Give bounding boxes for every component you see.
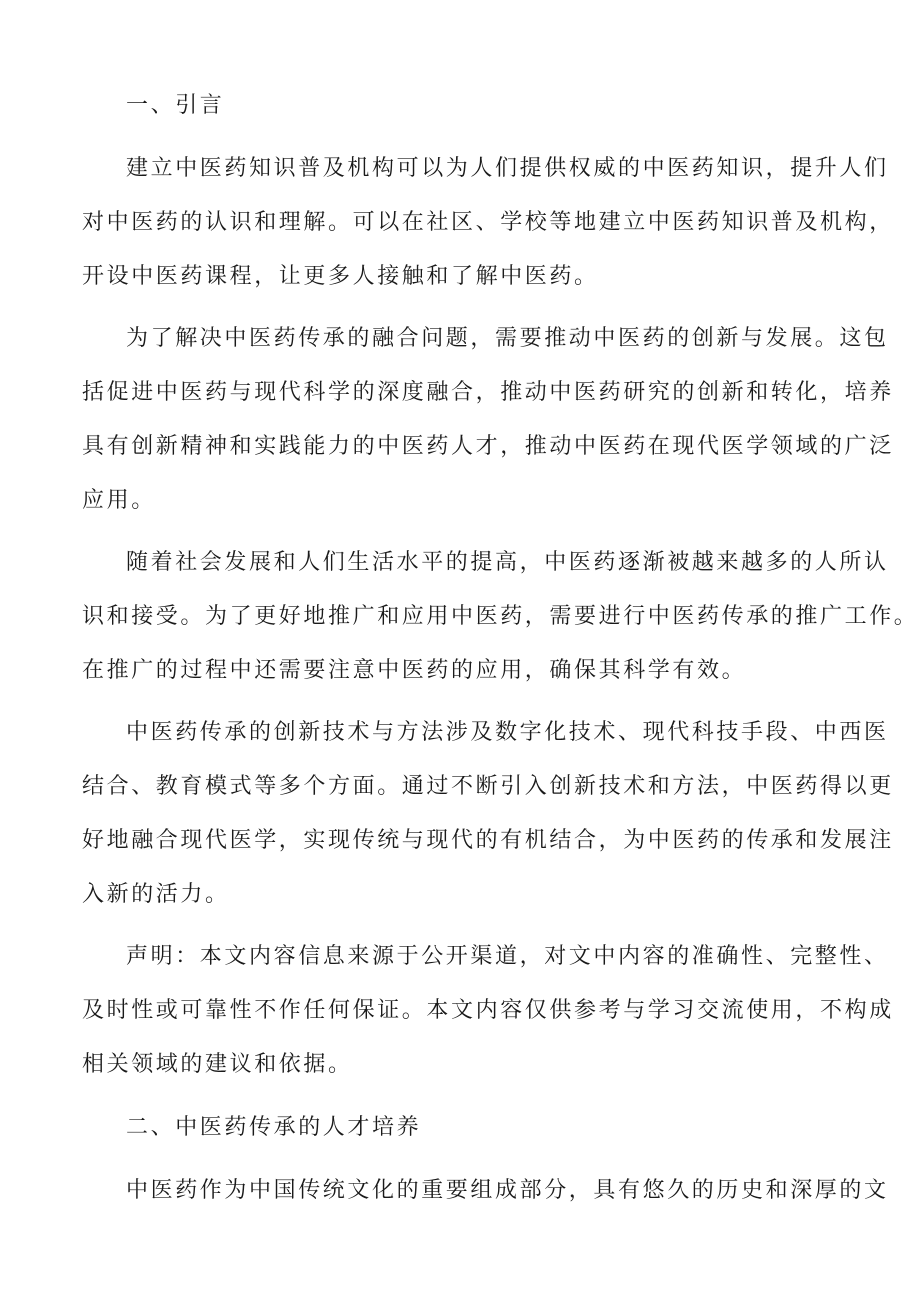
paragraph-innovation-development — [82, 320, 894, 520]
paragraph-line: 入新的活力。 — [82, 882, 230, 907]
paragraph-line: 为了解决中医药传承的融合问题，需要推动中医药的创新与发展。这包 — [126, 326, 889, 351]
paragraph-line: 识和接受。为了更好地推广和应用中医药，需要进行中医药传承的推广工作。 — [82, 604, 919, 629]
paragraph-tcm-culture — [82, 1172, 889, 1210]
paragraph-line: 相关领域的建议和依据。 — [82, 1052, 353, 1077]
paragraph-line: 及时性或可靠性不作任何保证。本文内容仅供参考与学习交流使用，不构成 — [82, 998, 894, 1023]
paragraph-line: 对中医药的认识和理解。可以在社区、学校等地建立中医药知识普及机构， — [82, 210, 894, 235]
paragraph-disclaimer — [82, 938, 894, 1084]
paragraph-line: 中医药传承的创新技术与方法涉及数字化技术、现代科技手段、中西医 — [126, 720, 889, 745]
paragraph-knowledge-institutions — [82, 150, 894, 296]
paragraph-innovative-techniques — [82, 714, 894, 914]
paragraph-line: 括促进中医药与现代科学的深度融合，推动中医药研究的创新和转化，培养 — [82, 380, 894, 405]
paragraph-line: 应用。 — [82, 488, 156, 513]
paragraph-line: 好地融合现代医学，实现传统与现代的有机结合，为中医药的传承和发展注 — [82, 828, 894, 853]
paragraph-line: 建立中医药知识普及机构可以为人们提供权威的中医药知识，提升人们 — [126, 156, 889, 181]
section-heading-introduction: 一、引言 — [126, 93, 225, 118]
paragraph-line: 开设中医药课程，让更多人接触和了解中医药。 — [82, 264, 599, 289]
section-heading-talent-cultivation: 二、中医药传承的人才培养 — [126, 1115, 422, 1140]
paragraph-line: 结合、教育模式等多个方面。通过不断引入创新技术和方法，中医药得以更 — [82, 774, 894, 799]
paragraph-line: 在推广的过程中还需要注意中医药的应用，确保其科学有效。 — [82, 658, 747, 683]
paragraph-line: 中医药作为中国传统文化的重要组成部分，具有悠久的历史和深厚的文 — [126, 1178, 889, 1203]
paragraph-line: 声明：本文内容信息来源于公开渠道，对文中内容的准确性、完整性、 — [126, 944, 889, 969]
paragraph-promotion — [82, 544, 919, 690]
paragraph-line: 具有创新精神和实践能力的中医药人才，推动中医药在现代医学领域的广泛 — [82, 434, 894, 459]
paragraph-line: 随着社会发展和人们生活水平的提高，中医药逐渐被越来越多的人所认 — [126, 550, 889, 575]
